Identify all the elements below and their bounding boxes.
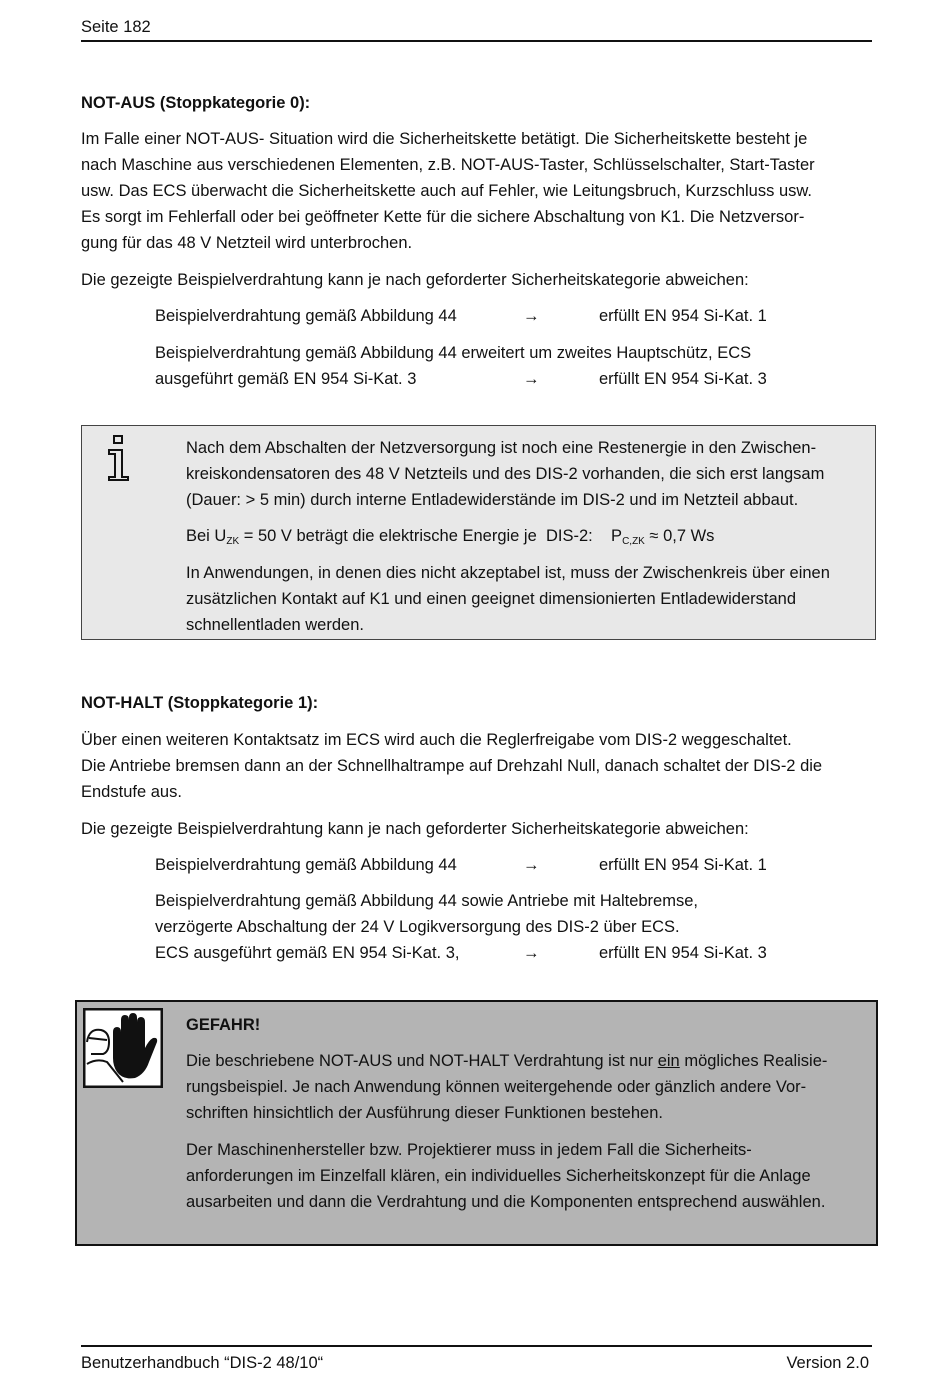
info-box	[81, 425, 876, 640]
text-line: Der Maschinenhersteller bzw. Projektierer muss in jedem Fall die Sicherheits-	[186, 1141, 752, 1159]
text-line: zusätzlichen Kontakt auf K1 und einen geeignet dimensionierten Entladewiderstand	[186, 590, 796, 608]
example-row	[155, 303, 855, 329]
section2-paragraph	[81, 727, 871, 805]
example-row	[155, 940, 855, 966]
danger-title: GEFAHR!	[186, 1016, 261, 1034]
formula-subscript: ZK	[226, 536, 240, 547]
section2-intro: Die gezeigte Beispielverdrahtung kann je nach geforderter Sicherheitskategorie abweichen:	[81, 820, 749, 838]
example-row	[155, 852, 855, 878]
page-number: Seite 182	[81, 18, 151, 36]
text-line: anforderungen im Einzelfall klären, ein individuelles Sicherheitskonzept für die Anlage	[186, 1167, 811, 1185]
example-result: erfüllt EN 954 Si-Kat. 3	[599, 370, 767, 388]
text-line: nach Maschine aus verschiedenen Elementen, z.B. NOT-AUS-Taster, Schlüsselschalter, Start-Taster	[81, 156, 815, 174]
arrow-icon: →	[523, 856, 540, 874]
text-line: Es sorgt im Fehlerfall oder bei geöffneter Kette für die sichere Abschaltung von K1. Die Netzversor-	[81, 208, 805, 226]
text-line	[186, 1048, 866, 1074]
formula-subscript: C,ZK	[622, 536, 645, 547]
info-icon	[106, 434, 132, 482]
text-line: ausarbeiten und dann die Verdrahtung und die Komponenten entsprechend auswählen.	[186, 1193, 826, 1211]
formula-text: = 50 V beträgt die elektrische Energie je DIS-2: P	[239, 527, 623, 545]
example-text: ausgeführt gemäß EN 954 Si-Kat. 3	[155, 370, 417, 388]
section-heading-not-aus: NOT-AUS (Stoppkategorie 0):	[81, 94, 311, 112]
text-span: Die beschriebene NOT-AUS und NOT-HALT Verdrahtung ist nur	[186, 1052, 658, 1070]
text-line: Nach dem Abschalten der Netzversorgung ist noch eine Restenergie in den Zwischen-	[186, 439, 817, 457]
arrow-icon: →	[523, 944, 540, 962]
example-text: Beispielverdrahtung gemäß Abbildung 44	[155, 307, 457, 325]
text-line: Endstufe aus.	[81, 783, 182, 801]
text-line: usw. Das ECS überwacht die Sicherheitskette auch auf Fehler, wie Leitungsbruch, Kurzschluss usw.	[81, 182, 812, 200]
example-text: verzögerte Abschaltung der 24 V Logikversorgung des DIS-2 über ECS.	[155, 918, 680, 936]
arrow-icon: →	[523, 370, 540, 388]
example-text: Beispielverdrahtung gemäß Abbildung 44	[155, 856, 457, 874]
footer-title: Benutzerhandbuch “DIS-2 48/10“	[81, 1354, 324, 1372]
text-span: mögliches Realisie-	[679, 1052, 828, 1070]
text-line: Im Falle einer NOT-AUS- Situation wird die Sicherheitskette betätigt. Die Sicherheitskette besteht je	[81, 130, 808, 148]
danger-paragraph	[186, 1048, 866, 1126]
text-line: (Dauer: > 5 min) durch interne Entladewiderstände im DIS-2 und im Netzteil abbaut.	[186, 491, 799, 509]
section1-paragraph	[81, 126, 871, 256]
text-line: In Anwendungen, in denen dies nicht akzeptabel ist, muss der Zwischenkreis über einen	[186, 564, 830, 582]
danger-paragraph	[186, 1137, 866, 1215]
footer-rule	[81, 1345, 872, 1347]
text-line: rungsbeispiel. Je nach Anwendung können weitergehende oder gänzlich andere Vor-	[186, 1078, 807, 1096]
section1-intro: Die gezeigte Beispielverdrahtung kann je nach geforderter Sicherheitskategorie abweichen:	[81, 271, 749, 289]
energy-formula	[186, 523, 866, 555]
example-result: erfüllt EN 954 Si-Kat. 1	[599, 307, 767, 325]
header-rule	[81, 40, 872, 42]
example-result: erfüllt EN 954 Si-Kat. 3	[599, 944, 767, 962]
info-paragraph	[186, 435, 866, 513]
text-line: Über einen weiteren Kontaktsatz im ECS wird auch die Reglerfreigabe vom DIS-2 weggeschaltet.	[81, 731, 792, 749]
text-line: gung für das 48 V Netzteil wird unterbrochen.	[81, 234, 413, 252]
example-row	[155, 366, 855, 392]
example-result: erfüllt EN 954 Si-Kat. 1	[599, 856, 767, 874]
formula-text: ≈ 0,7 Ws	[644, 527, 715, 545]
text-line: schnellentladen werden.	[186, 616, 364, 634]
text-line: Die Antriebe bremsen dann an der Schnellhaltrampe auf Drehzahl Null, danach schaltet der DIS-2 die	[81, 757, 823, 775]
stop-hand-icon	[83, 1008, 163, 1088]
example-text: Beispielverdrahtung gemäß Abbildung 44 sowie Antriebe mit Haltebremse,	[155, 892, 698, 910]
formula-text: Bei U	[186, 527, 227, 545]
info-paragraph	[186, 560, 866, 638]
underlined-text: ein	[657, 1052, 680, 1070]
example-text: ECS ausgeführt gemäß EN 954 Si-Kat. 3,	[155, 944, 460, 962]
text-line: kreiskondensatoren des 48 V Netzteils und des DIS-2 vorhanden, die sich erst langsam	[186, 465, 825, 483]
example-text: Beispielverdrahtung gemäß Abbildung 44 erweitert um zweites Hauptschütz, ECS	[155, 344, 752, 362]
danger-box	[75, 1000, 878, 1246]
text-line: schriften hinsichtlich der Ausführung dieser Funktionen bestehen.	[186, 1104, 663, 1122]
footer-version: Version 2.0	[786, 1354, 869, 1372]
section-heading-not-halt: NOT-HALT (Stoppkategorie 1):	[81, 694, 319, 712]
arrow-icon: →	[523, 307, 540, 325]
